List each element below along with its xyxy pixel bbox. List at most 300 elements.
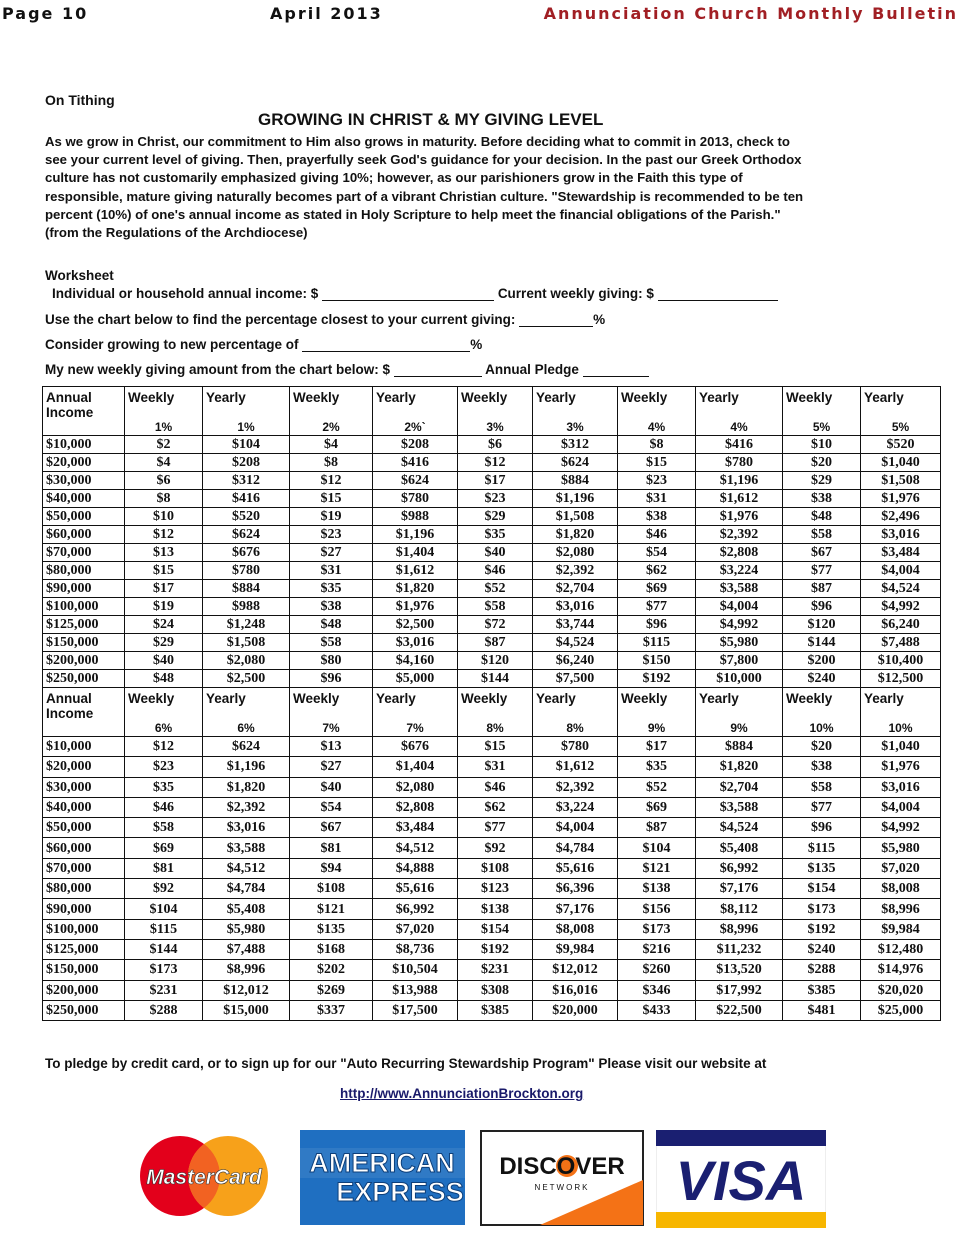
amount-cell: $337 (290, 1000, 373, 1020)
amount-cell: $144 (125, 939, 203, 959)
amount-cell: $780 (203, 562, 290, 580)
income-cell: $70,000 (43, 544, 125, 562)
amount-cell: $192 (458, 939, 533, 959)
amount-cell: $23 (458, 490, 533, 508)
percent-sign: % (470, 337, 483, 352)
amount-cell: $2,500 (373, 616, 458, 634)
worksheet-line-new (45, 362, 649, 377)
amount-cell: $48 (783, 508, 861, 526)
amount-cell: $81 (125, 858, 203, 878)
amount-cell: $4 (125, 454, 203, 472)
new-weekly-label: My new weekly giving amount from the chart below: $ (45, 362, 391, 377)
amount-cell: $5,000 (373, 670, 458, 688)
amount-cell: $4,512 (203, 858, 290, 878)
column-header: Weekly (783, 688, 861, 722)
percent-header: 3% (458, 420, 533, 436)
amount-cell: $87 (783, 580, 861, 598)
amount-cell: $20,020 (861, 980, 941, 1000)
column-header: Weekly (125, 688, 203, 722)
amount-cell: $8 (125, 490, 203, 508)
percent-header: 5% (783, 420, 861, 436)
amount-cell: $6 (125, 472, 203, 490)
amount-cell: $8,008 (533, 919, 618, 939)
amount-cell: $15 (618, 454, 696, 472)
percent-header: 8% (533, 721, 618, 737)
amount-cell: $40 (290, 777, 373, 797)
worksheet-line-grow (45, 337, 482, 352)
income-cell: $60,000 (43, 526, 125, 544)
amount-cell: $23 (290, 526, 373, 544)
amount-cell: $8 (290, 454, 373, 472)
table-row (43, 544, 941, 562)
amount-cell: $17,992 (696, 980, 783, 1000)
amount-cell: $2,496 (861, 508, 941, 526)
amount-cell: $6,992 (696, 858, 783, 878)
amount-cell: $3,016 (861, 777, 941, 797)
income-cell: $250,000 (43, 670, 125, 688)
income-cell: $200,000 (43, 652, 125, 670)
amount-cell: $80 (290, 652, 373, 670)
amount-cell: $3,224 (696, 562, 783, 580)
income-blank-field[interactable] (322, 287, 494, 301)
percent-header: 7% (290, 721, 373, 737)
issue-date: April 2013 (270, 4, 383, 23)
amount-cell: $173 (125, 960, 203, 980)
amount-cell: $7,176 (533, 899, 618, 919)
table-row (43, 939, 941, 959)
amount-cell: $52 (458, 580, 533, 598)
amount-cell: $4,524 (861, 580, 941, 598)
amount-cell: $385 (458, 1000, 533, 1020)
amount-cell: $4,004 (861, 797, 941, 817)
income-cell: $50,000 (43, 508, 125, 526)
svg-text:MasterCard: MasterCard (146, 1166, 262, 1189)
new-percentage-blank-field[interactable] (302, 338, 470, 352)
svg-text:VISA: VISA (675, 1149, 807, 1212)
amount-cell: $35 (125, 777, 203, 797)
amount-cell: $10 (783, 436, 861, 454)
amount-cell: $121 (618, 858, 696, 878)
amount-cell: $312 (203, 472, 290, 490)
amount-cell: $108 (290, 879, 373, 899)
income-cell: $10,000 (43, 737, 125, 757)
amount-cell: $31 (458, 757, 533, 777)
amount-cell: $46 (458, 562, 533, 580)
column-header: Yearly (533, 387, 618, 421)
percent-header: 4% (696, 420, 783, 436)
amount-cell: $884 (696, 737, 783, 757)
amount-cell: $5,980 (861, 838, 941, 858)
amount-cell: $4,160 (373, 652, 458, 670)
amount-cell: $4,524 (696, 818, 783, 838)
amount-cell: $624 (373, 472, 458, 490)
table-row (43, 436, 941, 454)
new-weekly-blank-field[interactable] (394, 363, 482, 377)
amount-cell: $884 (203, 580, 290, 598)
table-row (43, 838, 941, 858)
amount-cell: $988 (373, 508, 458, 526)
amount-cell: $58 (783, 526, 861, 544)
worksheet-title: Worksheet (45, 268, 114, 283)
income-cell: $90,000 (43, 580, 125, 598)
amount-cell: $168 (290, 939, 373, 959)
column-header: Yearly (373, 387, 458, 421)
amount-cell: $67 (290, 818, 373, 838)
percent-header: 2% (290, 420, 373, 436)
amount-cell: $7,488 (203, 939, 290, 959)
amount-cell: $13,520 (696, 960, 783, 980)
amount-cell: $520 (203, 508, 290, 526)
amount-cell: $58 (290, 634, 373, 652)
amount-cell: $481 (783, 1000, 861, 1020)
amount-cell: $2,704 (533, 580, 618, 598)
current-percentage-blank-field[interactable] (519, 313, 593, 327)
amount-cell: $29 (458, 508, 533, 526)
amount-cell: $240 (783, 670, 861, 688)
amount-cell: $15 (458, 737, 533, 757)
column-header: Yearly (861, 387, 941, 421)
amount-cell: $144 (783, 634, 861, 652)
income-cell: $40,000 (43, 490, 125, 508)
amount-cell: $115 (125, 919, 203, 939)
table-header-row (43, 688, 941, 722)
amount-cell: $1,612 (373, 562, 458, 580)
amount-cell: $17 (125, 580, 203, 598)
amount-cell: $4,512 (373, 838, 458, 858)
amount-cell: $4,004 (861, 562, 941, 580)
income-cell: $50,000 (43, 818, 125, 838)
percent-header: 2%` (373, 420, 458, 436)
amount-cell: $46 (458, 777, 533, 797)
amount-cell: $6,992 (373, 899, 458, 919)
table-row (43, 652, 941, 670)
amount-cell: $92 (125, 879, 203, 899)
amount-cell: $1,508 (533, 508, 618, 526)
table-row (43, 737, 941, 757)
table-row (43, 454, 941, 472)
amount-cell: $12,480 (861, 939, 941, 959)
amount-cell: $288 (783, 960, 861, 980)
table-row (43, 879, 941, 899)
amount-cell: $8 (618, 436, 696, 454)
amount-cell: $173 (618, 919, 696, 939)
current-giving-blank-field[interactable] (658, 287, 778, 301)
amount-cell: $15 (125, 562, 203, 580)
bulletin-title: Annunciation Church Monthly Bulletin (543, 4, 958, 23)
current-giving-label: Current weekly giving: $ (497, 286, 654, 301)
table-row (43, 508, 941, 526)
worksheet-line-income (52, 286, 778, 301)
amount-cell: $1,508 (203, 634, 290, 652)
amount-cell: $48 (290, 616, 373, 634)
amount-cell: $1,040 (861, 737, 941, 757)
amount-cell: $1,820 (203, 777, 290, 797)
table-row (43, 670, 941, 688)
amount-cell: $884 (533, 472, 618, 490)
amount-cell: $35 (290, 580, 373, 598)
svg-text:DISCOVER: DISCOVER (499, 1153, 625, 1180)
annual-income-header: Annual Income (43, 387, 125, 421)
amount-cell: $2,392 (696, 526, 783, 544)
annual-pledge-blank-field[interactable] (583, 363, 649, 377)
amount-cell: $624 (533, 454, 618, 472)
amount-cell: $3,016 (861, 526, 941, 544)
column-header: Weekly (618, 688, 696, 722)
amount-cell: $10 (125, 508, 203, 526)
amount-cell: $54 (290, 797, 373, 817)
percent-header: 10% (861, 721, 941, 737)
percent-header: 6% (203, 721, 290, 737)
amount-cell: $1,820 (696, 757, 783, 777)
amount-cell: $19 (290, 508, 373, 526)
amount-cell: $8,996 (696, 919, 783, 939)
amount-cell: $5,980 (696, 634, 783, 652)
amount-cell: $2,808 (373, 797, 458, 817)
column-header: Yearly (696, 688, 783, 722)
column-header: Yearly (861, 688, 941, 722)
amount-cell: $2,080 (203, 652, 290, 670)
amount-cell: $3,016 (203, 818, 290, 838)
amount-cell: $31 (290, 562, 373, 580)
amount-cell: $2,500 (203, 670, 290, 688)
table-row (43, 797, 941, 817)
amount-cell: $1,196 (696, 472, 783, 490)
amount-cell: $12,500 (861, 670, 941, 688)
percent-header: 8% (458, 721, 533, 737)
income-cell: $250,000 (43, 1000, 125, 1020)
amount-cell: $202 (290, 960, 373, 980)
amount-cell: $24 (125, 616, 203, 634)
amount-cell: $8,112 (696, 899, 783, 919)
amount-cell: $4,992 (861, 598, 941, 616)
income-label: Individual or household annual income: $ (52, 286, 319, 301)
amount-cell: $2,704 (696, 777, 783, 797)
amount-cell: $123 (458, 879, 533, 899)
amount-cell: $7,500 (533, 670, 618, 688)
amount-cell: $23 (125, 757, 203, 777)
column-header: Weekly (290, 387, 373, 421)
table-percent-row (43, 420, 941, 436)
table-row (43, 980, 941, 1000)
amount-cell: $13 (290, 737, 373, 757)
amount-cell: $1,976 (861, 490, 941, 508)
amount-cell: $3,484 (861, 544, 941, 562)
amount-cell: $12 (458, 454, 533, 472)
table-header-row (43, 387, 941, 421)
amount-cell: $40 (125, 652, 203, 670)
amount-cell: $5,616 (373, 879, 458, 899)
amount-cell: $138 (618, 879, 696, 899)
percent-header: 1% (125, 420, 203, 436)
amount-cell: $7,176 (696, 879, 783, 899)
amount-cell: $69 (125, 838, 203, 858)
amount-cell: $135 (290, 919, 373, 939)
amount-cell: $173 (783, 899, 861, 919)
column-header: Yearly (533, 688, 618, 722)
table-row (43, 526, 941, 544)
amount-cell: $81 (290, 838, 373, 858)
column-header: Weekly (618, 387, 696, 421)
american-express-logo (300, 1130, 465, 1225)
amount-cell: $4,992 (861, 818, 941, 838)
amount-cell: $27 (290, 757, 373, 777)
amount-cell: $150 (618, 652, 696, 670)
table-row (43, 580, 941, 598)
amount-cell: $8,996 (203, 960, 290, 980)
amount-cell: $8,736 (373, 939, 458, 959)
amount-cell: $676 (203, 544, 290, 562)
amount-cell: $3,016 (373, 634, 458, 652)
amount-cell: $1,404 (373, 757, 458, 777)
income-cell: $20,000 (43, 757, 125, 777)
amount-cell: $3,016 (533, 598, 618, 616)
amount-cell: $12 (125, 737, 203, 757)
amount-cell: $115 (783, 838, 861, 858)
amount-cell: $3,484 (373, 818, 458, 838)
income-cell: $30,000 (43, 777, 125, 797)
page-title: GROWING IN CHRIST & MY GIVING LEVEL (258, 110, 604, 129)
amount-cell: $58 (783, 777, 861, 797)
amount-cell: $385 (783, 980, 861, 1000)
income-cell: $100,000 (43, 919, 125, 939)
amount-cell: $208 (203, 454, 290, 472)
table-row (43, 818, 941, 838)
amount-cell: $58 (458, 598, 533, 616)
amount-cell: $4,784 (533, 838, 618, 858)
amount-cell: $4,524 (533, 634, 618, 652)
amount-cell: $120 (458, 652, 533, 670)
amount-cell: $780 (533, 737, 618, 757)
svg-text:EXPRESS: EXPRESS (336, 1177, 464, 1207)
amount-cell: $3,224 (533, 797, 618, 817)
amount-cell: $12,012 (203, 980, 290, 1000)
income-cell: $125,000 (43, 939, 125, 959)
column-header: Yearly (373, 688, 458, 722)
amount-cell: $62 (618, 562, 696, 580)
amount-cell: $1,820 (533, 526, 618, 544)
amount-cell: $3,588 (696, 797, 783, 817)
amount-cell: $67 (783, 544, 861, 562)
percent-header: 7% (373, 721, 458, 737)
amount-cell: $27 (290, 544, 373, 562)
annual-pledge-label: Annual Pledge (485, 362, 579, 377)
amount-cell: $96 (783, 818, 861, 838)
percent-header: 9% (618, 721, 696, 737)
amount-cell: $1,508 (861, 472, 941, 490)
income-cell: $80,000 (43, 879, 125, 899)
amount-cell: $4,004 (696, 598, 783, 616)
percent-sign: % (593, 312, 606, 327)
amount-cell: $216 (618, 939, 696, 959)
percent-header: 6% (125, 721, 203, 737)
table-row (43, 472, 941, 490)
income-cell: $70,000 (43, 858, 125, 878)
amount-cell: $6,240 (533, 652, 618, 670)
amount-cell: $17 (618, 737, 696, 757)
column-header: Yearly (696, 387, 783, 421)
amount-cell: $5,980 (203, 919, 290, 939)
income-cell: $80,000 (43, 562, 125, 580)
column-header: Weekly (125, 387, 203, 421)
pledge-instructions: To pledge by credit card, or to sign up for our "Auto Recurring Stewardship Program" Please visit our website at (45, 1056, 767, 1071)
percent-header: 1% (203, 420, 290, 436)
amount-cell: $10,000 (696, 670, 783, 688)
table-row (43, 777, 941, 797)
amount-cell: $780 (373, 490, 458, 508)
amount-cell: $15 (290, 490, 373, 508)
column-header: Weekly (290, 688, 373, 722)
table-row (43, 634, 941, 652)
amount-cell: $23 (618, 472, 696, 490)
amount-cell: $416 (373, 454, 458, 472)
amount-cell: $35 (458, 526, 533, 544)
column-header: Weekly (458, 688, 533, 722)
amount-cell: $10,504 (373, 960, 458, 980)
amount-cell: $2 (125, 436, 203, 454)
amount-cell: $96 (290, 670, 373, 688)
amount-cell: $520 (861, 436, 941, 454)
percent-header: 5% (861, 420, 941, 436)
amount-cell: $433 (618, 1000, 696, 1020)
income-cell: $125,000 (43, 616, 125, 634)
amount-cell: $96 (618, 616, 696, 634)
amount-cell: $12,012 (533, 960, 618, 980)
income-cell: $40,000 (43, 797, 125, 817)
amount-cell: $115 (618, 634, 696, 652)
amount-cell: $87 (458, 634, 533, 652)
income-cell: $100,000 (43, 598, 125, 616)
amount-cell: $135 (783, 858, 861, 878)
amount-cell: $7,020 (373, 919, 458, 939)
amount-cell: $2,808 (696, 544, 783, 562)
mastercard-logo (138, 1135, 270, 1217)
amount-cell: $2,080 (373, 777, 458, 797)
website-link[interactable]: http://www.AnnunciationBrockton.org (340, 1086, 584, 1101)
amount-cell: $10,400 (861, 652, 941, 670)
amount-cell: $1,976 (373, 598, 458, 616)
column-header: Yearly (203, 387, 290, 421)
amount-cell: $9,984 (533, 939, 618, 959)
amount-cell: $25,000 (861, 1000, 941, 1020)
percent-header: 10% (783, 721, 861, 737)
amount-cell: $14,976 (861, 960, 941, 980)
amount-cell: $13 (125, 544, 203, 562)
amount-cell: $12 (290, 472, 373, 490)
amount-cell: $13,988 (373, 980, 458, 1000)
amount-cell: $308 (458, 980, 533, 1000)
table-row (43, 562, 941, 580)
amount-cell: $77 (458, 818, 533, 838)
table-percent-row (43, 721, 941, 737)
amount-cell: $3,744 (533, 616, 618, 634)
table-row (43, 960, 941, 980)
amount-cell: $2,080 (533, 544, 618, 562)
amount-cell: $1,196 (533, 490, 618, 508)
amount-cell: $121 (290, 899, 373, 919)
amount-cell: $8,996 (861, 899, 941, 919)
amount-cell: $15,000 (203, 1000, 290, 1020)
table-row (43, 858, 941, 878)
table-row (43, 598, 941, 616)
amount-cell: $1,612 (533, 757, 618, 777)
amount-cell: $3,588 (203, 838, 290, 858)
amount-cell: $346 (618, 980, 696, 1000)
amount-cell: $108 (458, 858, 533, 878)
amount-cell: $7,020 (861, 858, 941, 878)
amount-cell: $16,016 (533, 980, 618, 1000)
amount-cell: $624 (203, 526, 290, 544)
amount-cell: $12 (125, 526, 203, 544)
